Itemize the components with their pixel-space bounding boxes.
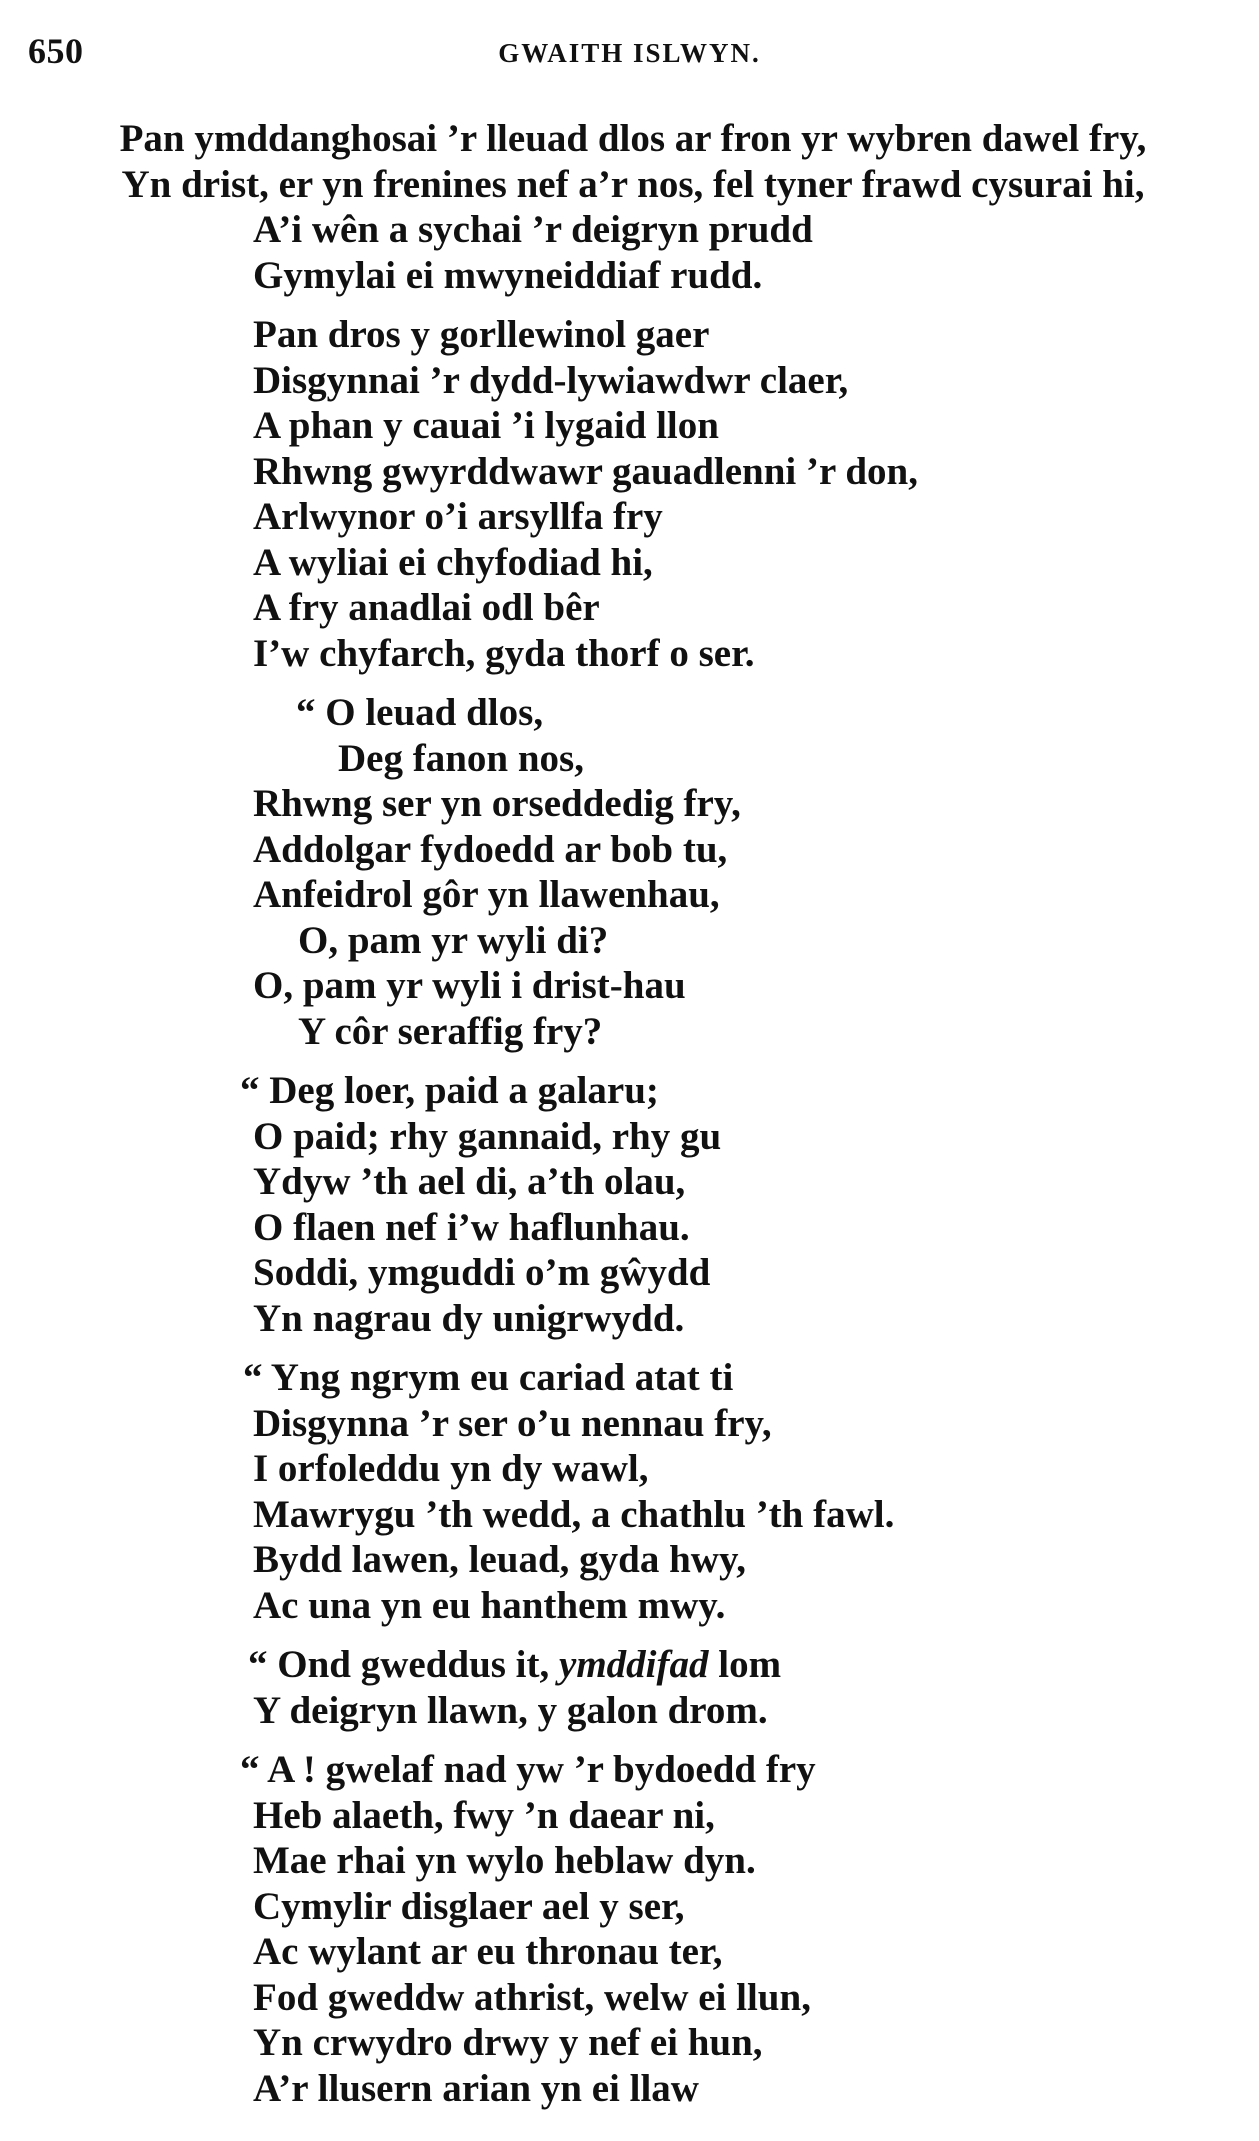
poem-line: Addolgar fydoedd ar bob tu, [253, 827, 728, 871]
poem-line: Pan dros y gorllewinol gaer [253, 313, 710, 356]
poem-line: Yn crwydro drwy y nef ei hun, [253, 2021, 763, 2064]
opening-couplet [28, 116, 1238, 207]
poem-line: A wyliai ei chyfodiad hi, [253, 540, 653, 584]
poem-line: Mawrygu ’th wedd, a chathlu ’th fawl. [253, 1492, 895, 1536]
poem-line: “ Deg loer, paid a galaru; [240, 1069, 659, 1112]
poem-line: O, pam yr wyli i drist-hau [253, 964, 686, 1007]
poem-line: Heb alaeth, fwy ’n daear ni, [253, 1793, 715, 1837]
poem-line: Disgynna ’r ser o’u nennau fry, [253, 1401, 772, 1445]
poem-line: “ O leuad dlos, [296, 691, 544, 734]
poem-line: Ac una yn eu hanthem mwy. [253, 1583, 726, 1627]
stanza-2 [253, 312, 1238, 676]
page-header [28, 30, 1231, 74]
poem-line: O, pam yr wyli di? [298, 918, 609, 962]
poem-line: A’r llusern arian yn ei llaw [253, 2066, 699, 2110]
poem-line: Rhwng ser yn orseddedig fry, [253, 782, 741, 825]
poem-line: O paid; rhy gannaid, rhy gu [253, 1114, 722, 1158]
poem-line: Yn nagrau dy unigrwydd. [253, 1296, 685, 1340]
poem-line: Pan ymddanghosai ’r lleuad dlos ar fron yr wybren dawel fry, [119, 117, 1147, 160]
poem-line: Bydd lawen, leuad, gyda hwy, [253, 1538, 747, 1581]
running-title: GWAITH ISLWYN. [498, 38, 761, 68]
poem-line: Rhwng gwyrddwawr gauadlenni ’r don, [253, 449, 918, 493]
line-text: “ Ond gweddus it, [248, 1643, 560, 1686]
italic-word: ymddifad [559, 1643, 709, 1686]
poem-line: A’i wên a sychai ’r deigryn prudd [253, 208, 813, 251]
poem-line: “ A ! gwelaf nad yw ’r bydoedd fry [240, 1748, 816, 1791]
poem-line: Gymylai ei mwyneiddiaf rudd. [253, 253, 763, 297]
poem-line: I orfoleddu yn dy wawl, [253, 1447, 649, 1490]
line-text: lom [708, 1643, 782, 1686]
poem-line: Yn drist, er yn frenines nef a’r nos, fel tyner frawd cysurai hi, [121, 162, 1145, 206]
stanza-1 [253, 207, 1238, 298]
poem-line: Ac wylant ar eu thronau ter, [253, 1930, 723, 1973]
poem-line: Y côr seraffig fry? [298, 1009, 603, 1053]
poem-line: “ Yng ngrym eu cariad atat ti [243, 1356, 734, 1399]
poem-line: Fod gweddw athrist, welw ei llun, [253, 1975, 811, 2019]
poem-line [248, 1642, 1238, 1688]
poem-line: A fry anadlai odl bêr [253, 586, 600, 629]
poem-line: Anfeidrol gôr yn llawenhau, [253, 873, 720, 916]
poem-line: Mae rhai yn wylo heblaw dyn. [253, 1839, 756, 1882]
stanza-6 [28, 1642, 1238, 1733]
poem-line: Y deigryn llawn, y galon drom. [253, 1688, 768, 1732]
poem-line: A phan y cauai ’i lygaid llon [253, 404, 719, 447]
stanza-3 [28, 690, 1238, 1054]
poem-line: Cymylir disglaer ael y ser, [253, 1884, 685, 1928]
poem-line: O flaen nef i’w haflunhau. [253, 1205, 690, 1249]
stanza-4 [28, 1068, 1238, 1341]
poem-line: Disgynnai ’r dydd-lywiawdwr claer, [253, 358, 849, 402]
poem-line: Arlwynor o’i arsyllfa fry [253, 495, 663, 538]
poem-line: Ydyw ’th ael di, a’th olau, [253, 1160, 686, 1203]
page-number: 650 [28, 31, 84, 71]
poem-line: Deg fanon nos, [338, 736, 584, 780]
poem-line: I’w chyfarch, gyda thorf o ser. [253, 631, 755, 675]
poem-line: Soddi, ymguddi o’m gŵydd [253, 1251, 711, 1294]
stanza-5 [28, 1355, 1238, 1628]
poem [28, 116, 1238, 2111]
stanza-7 [28, 1747, 1238, 2111]
